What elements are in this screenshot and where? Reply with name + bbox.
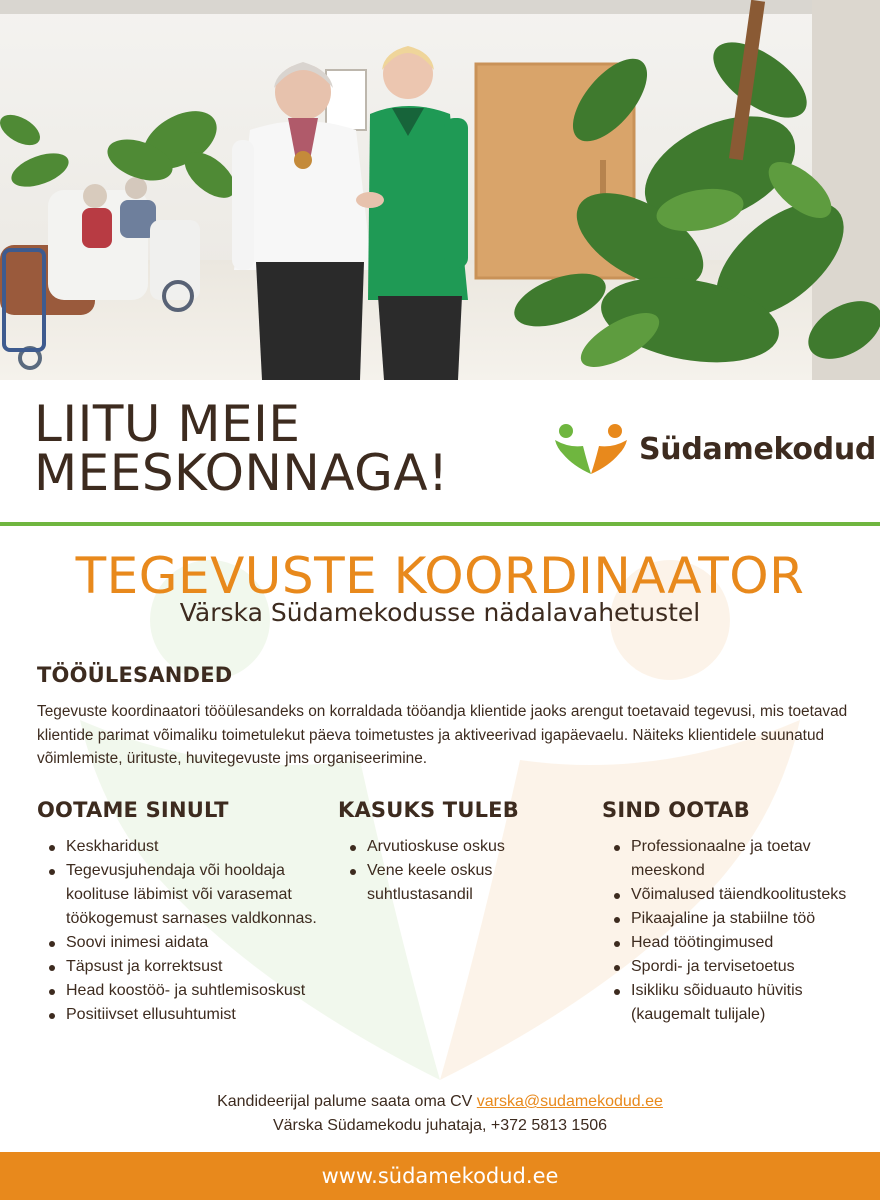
list-item: Keskharidust	[37, 835, 327, 859]
footer-website[interactable]: www.südamekodud.ee	[0, 1152, 880, 1200]
column-offers	[602, 798, 852, 1027]
headline-line-2: MEESKONNAGA!	[34, 444, 449, 502]
offers-heading: SIND OOTAB	[602, 798, 750, 822]
list-item: Võimalused täiendkoolitusteks	[602, 883, 852, 907]
contact-block	[0, 1090, 880, 1138]
job-subtitle: Värska Südamekodusse nädalavahetustel	[179, 598, 701, 627]
list-item: Täpsust ja korrektsust	[37, 955, 327, 979]
column-requirements	[37, 798, 327, 1027]
column-advantages	[338, 798, 558, 907]
two-people-heart-icon	[553, 422, 629, 478]
advantages-list	[338, 835, 558, 907]
list-item: Vene keele oskus suhtlustasandil	[338, 859, 558, 907]
job-title: TEGEVUSTE KOORDINAATOR	[75, 547, 805, 605]
list-item: Positiivset ellusuhtumist	[37, 1003, 327, 1027]
list-item: Spordi- ja tervisetoetus	[602, 955, 852, 979]
email-link[interactable]: varska@sudamekodud.ee	[476, 1093, 663, 1110]
list-item: Isikliku sõiduauto hüvitis (kaugemalt tulijale)	[602, 979, 852, 1027]
offers-list	[602, 835, 852, 1027]
duties-text: Tegevuste koordinaatori tööülesandeks on korraldada tööandja klientide jaoks arengut toetavaid tegevusi, mis toetavad klientide parimat võimaliku toimetulekut päeva toimetustes ja aktiveerivad igapäevaelu. Näiteks klientidele suunatud võimlemiste, ürituste, huvitegevuste jms organiseerimine.	[37, 703, 848, 767]
contact-line-1	[0, 1090, 880, 1114]
brand-logo	[553, 422, 877, 478]
headline	[34, 395, 449, 502]
list-item: Tegevusjuhendaja või hooldaja koolituse läbimist või varasemat töökogemust sarnases valdkonnas.	[37, 859, 327, 931]
contact-prefix: Kandideerijal palume saata oma CV	[217, 1093, 477, 1110]
list-item: Head töötingimused	[602, 931, 852, 955]
list-item: Soovi inimesi aidata	[37, 931, 327, 955]
requirements-heading: OOTAME SINULT	[37, 798, 229, 822]
hero-photo-illustration	[0, 0, 880, 380]
list-item: Pikaajaline ja stabiilne töö	[602, 907, 852, 931]
requirements-list	[37, 835, 327, 1027]
duties-heading: TÖÖÜLESANDED	[37, 663, 233, 687]
green-divider	[0, 522, 880, 526]
brand-name: Südamekodud	[639, 432, 877, 467]
contact-line-2: Värska Südamekodu juhataja, +372 5813 1506	[272, 1117, 608, 1134]
list-item: Professionaalne ja toetav meeskond	[602, 835, 852, 883]
list-item: Head koostöö- ja suhtlemisoskust	[37, 979, 327, 1003]
list-item: Arvutioskuse oskus	[338, 835, 558, 859]
hero-photo	[0, 0, 880, 380]
advantages-heading: KASUKS TULEB	[338, 798, 519, 822]
headline-line-1: LIITU MEIE	[34, 395, 301, 453]
